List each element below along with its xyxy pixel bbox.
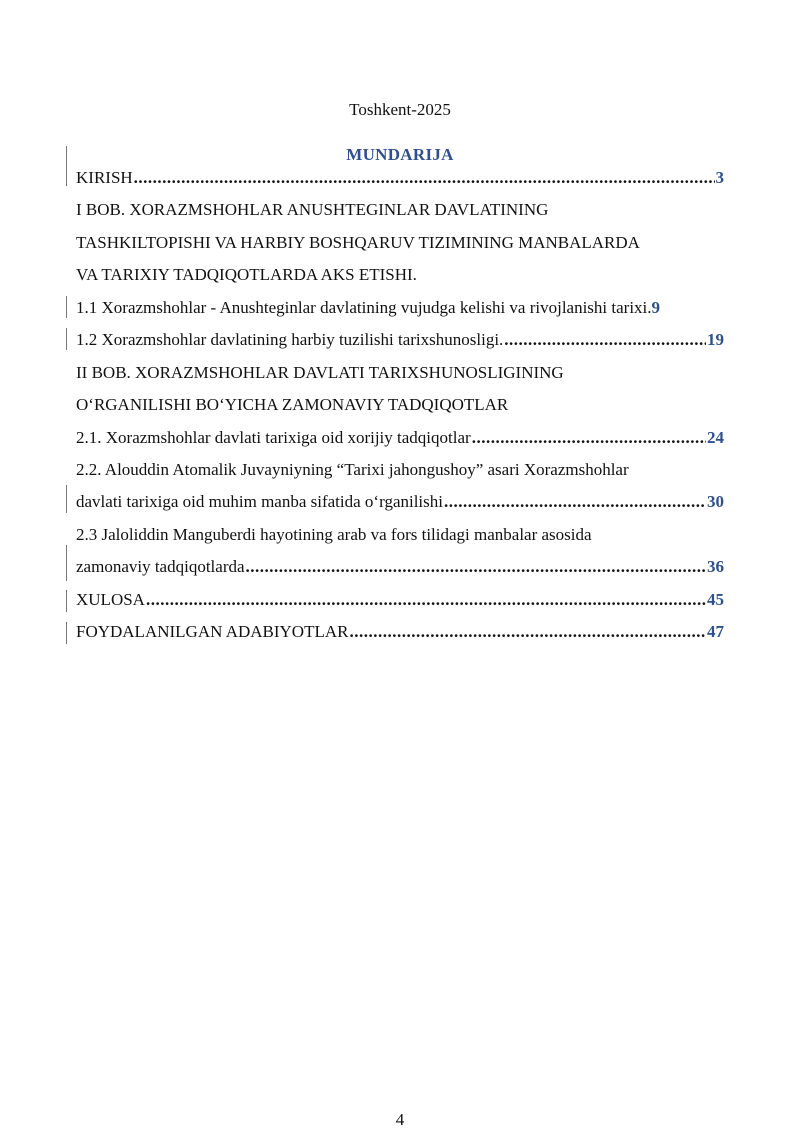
dot-leader [472,426,706,450]
toc-entry-2-3-line1[interactable]: 2.3 Jaloliddin Manguberdi hayotining arab va fors tilidagi manbalar asosida [76,525,592,544]
toc-entry-label: 1.2 Xorazmshohlar davlatining harbiy tuzilishi tarixshunosligi. [76,330,504,349]
toc-page-number: 36 [707,557,724,576]
toc-page-number: 19 [707,330,724,349]
page-number: 4 [395,1110,405,1129]
change-bar [66,296,67,318]
toc-entry-label: FOYDALANILGAN ADABIYOTLAR [76,622,349,641]
change-bar [66,485,67,513]
toc-chapter-1-line[interactable]: I BOB. XORAZMSHOHLAR ANUSHTEGINLAR DAVLATINING [76,200,549,219]
toc-page-number: 9 [651,298,661,317]
toc-entry-1-2[interactable] [76,328,724,352]
toc-entry-2-2[interactable] [76,490,724,514]
toc-entry-2-3[interactable] [76,555,724,579]
dot-leader [134,166,715,190]
change-bar [66,328,67,350]
toc-title: MUNDARIJA [346,145,454,164]
toc-entry-label: 2.1. Xorazmshohlar davlati tarixiga oid xorijiy tadqiqotlar [76,428,471,447]
city-year: Toshkent-2025 [349,100,451,119]
toc-page-number: 47 [707,622,724,641]
dot-leader [444,490,706,514]
toc-entry-kirish[interactable] [76,166,724,190]
toc-entry-label: 1.1 Xorazmshohlar - Anushteginlar davlatining vujudga kelishi va rivojlanishi tarixi. [76,298,652,317]
toc-page-number: 30 [707,492,724,511]
change-bar [66,146,67,186]
dot-leader [146,588,706,612]
toc-chapter-1-line[interactable]: TASHKILTOPISHI VA HARBIY BOSHQARUV TIZIMINING MANBALARDA [76,233,640,252]
toc-entry-label: XULOSA [76,590,145,609]
toc-page-number: 24 [707,428,724,447]
change-bar [66,622,67,644]
toc-entry-label: davlati tarixiga oid muhim manba sifatida o‘rganilishi [76,492,443,511]
toc-entry-2-2-line1[interactable]: 2.2. Alouddin Atomalik Juvayniyning “Tarixi jahongushoy” asari Xorazmshohlar [76,460,629,479]
change-bar [66,590,67,612]
dot-leader [246,555,706,579]
toc-entry-label: KIRISH [76,168,133,187]
change-bar [66,545,67,581]
toc-entry-1-1[interactable] [76,296,724,320]
dot-leader [349,620,706,644]
toc-entry-label: zamonaviy tadqiqotlarda [76,557,245,576]
toc-chapter-2-line[interactable]: O‘RGANILISHI BO‘YICHA ZAMONAVIY TADQIQOTLAR [76,395,509,414]
toc-chapter-1-line[interactable]: VA TARIXIY TADQIQOTLARDA AKS ETISHI. [76,265,417,284]
toc-entry-2-1[interactable] [76,426,724,450]
toc-page-number: 45 [707,590,724,609]
toc-entry-adabiyotlar[interactable] [76,620,724,644]
toc-entry-xulosa[interactable] [76,588,724,612]
dot-leader [504,328,706,352]
toc-page-number: 3 [715,168,724,187]
toc-chapter-2-line[interactable]: II BOB. XORAZMSHOHLAR DAVLATI TARIXSHUNOSLIGINING [76,363,564,382]
